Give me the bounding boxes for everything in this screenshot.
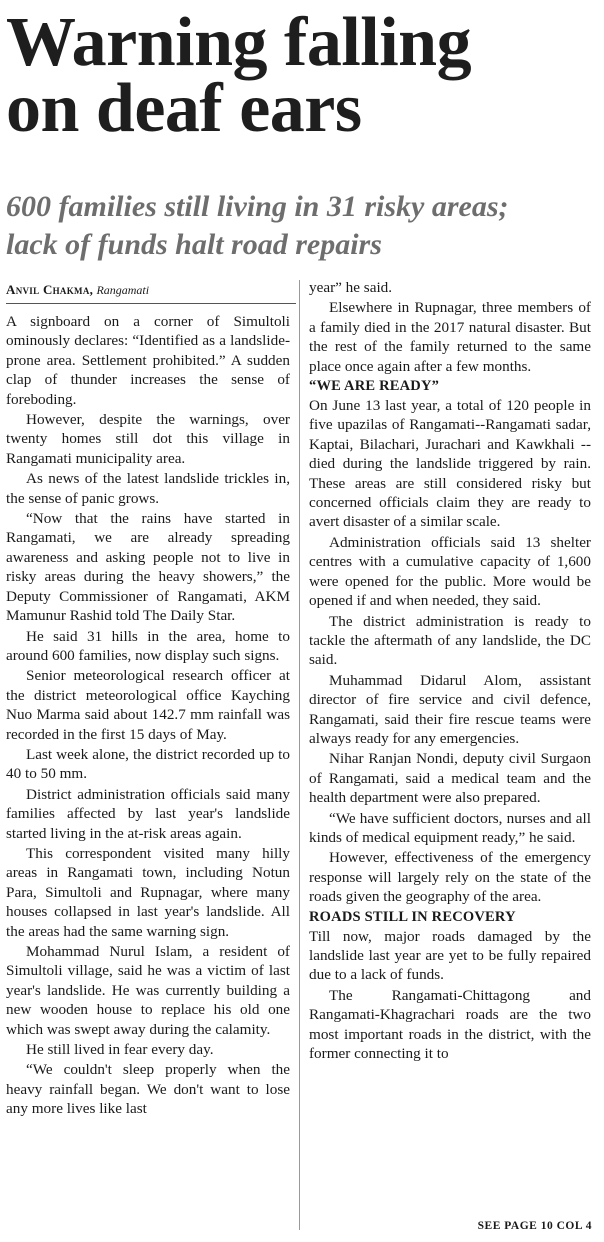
subheadline-line-1: 600 families still living in 31 risky areas; xyxy=(6,190,509,223)
paragraph: The district administration is ready to tackle the aftermath of any landslide, the DC said. xyxy=(309,612,591,669)
paragraph: Administration officials said 13 shelter centres with a cumulative capacity of 1,600 were opened for the public. More would be opened if and when needed, they said. xyxy=(309,533,591,610)
paragraph: On June 13 last year, a total of 120 people in five upazilas of Rangamati--Rangamati sadar, Kaptai, Bilachari, Jurachari and Kawkhali -- died during the landslide triggered by rain. These areas are still considered risky but concerned officials claim they are ready to avert disaster of a similar scale. xyxy=(309,397,591,531)
section-heading-we-are-ready: “WE ARE READY” xyxy=(309,378,440,395)
paragraph: year” he said. xyxy=(309,279,393,296)
article-column-right xyxy=(309,278,591,1218)
paragraph: Elsewhere in Rupnagar, three members of a family died in the 2017 natural disaster. But the rest of the family returned to the same place once again after a few months. xyxy=(309,299,591,375)
paragraph: Muhammad Didarul Alom, assistant director of fire service and civil defence, Rangamati, said their fire rescue teams were always ready for any emergencies. xyxy=(309,671,591,747)
subheadline xyxy=(6,188,598,264)
article-column-left xyxy=(6,312,290,1234)
section-heading-roads-still-in-recovery: ROADS STILL IN RECOVERY xyxy=(309,908,516,925)
subheadline-line-2: lack of funds halt road repairs xyxy=(6,228,382,261)
paragraph: “We have sufficient doctors, nurses and all kinds of medical equipment ready,” he said. xyxy=(309,809,591,846)
byline xyxy=(6,281,296,304)
paragraph: However, effectiveness of the emergency response will largely rely on the state of the roads given the geography of the area. xyxy=(309,849,591,906)
column-divider xyxy=(299,280,300,1230)
paragraph: Nihar Ranjan Nondi, deputy civil Surgaon of Rangamati, said a medical team and the health department were also prepared. xyxy=(309,750,591,807)
paragraph: The Rangamati-Chittagong and Rangamati-Khagrachari roads are the two most important roads in the district, with the former connecting it to xyxy=(309,986,591,1063)
paragraph: Mohammad Nurul Islam, a resident of Simultoli village, said he was a victim of last year's landslide. He was currently building a new wooden house to replace his old one which was swept away during the calamity. xyxy=(6,943,290,1038)
paragraph: This correspondent visited many hilly areas in Rangamati town, including Notun Para, Simultoli and Rupnagar, where many houses collapsed in last year's landslide. All the areas had the same warning sign. xyxy=(6,844,290,940)
paragraph: “Now that the rains have started in Rangamati, we are already spreading awareness and asking people not to live in risky areas during the heavy showers,” the Deputy Commissioner of Rangamati, AKM Mamunur Rashid told The Daily Star. xyxy=(6,510,290,625)
paragraph: However, despite the warnings, over twenty homes still dot this village in Rangamati municipality area. xyxy=(6,411,290,467)
paragraph: A signboard on a corner of Simultoli ominously declares: “Identified as a landslide-prone area. Settlement prohibited.” A sudden clap of thunder increases the sense of foreboding. xyxy=(6,313,290,408)
paragraph: He said 31 hills in the area, home to around 600 families, now display such signs. xyxy=(6,627,290,664)
byline-place: Rangamati xyxy=(96,283,150,297)
paragraph: He still lived in fear every day. xyxy=(26,1041,214,1059)
paragraph: Till now, major roads damaged by the landslide last year are yet to be fully repaired due to a lack of funds. xyxy=(309,927,591,984)
continuation-jump-line: SEE PAGE 10 COL 4 xyxy=(477,1220,592,1232)
headline-line-2: on deaf ears xyxy=(6,70,362,147)
paragraph: As news of the latest landslide trickles in, the sense of panic grows. xyxy=(6,470,290,507)
headline-line-1: Warning falling xyxy=(6,4,472,81)
paragraph: “We couldn't sleep properly when the heavy rainfall began. We don't want to lose any more lives like last xyxy=(6,1061,290,1118)
byline-author: Anvil Chakma, xyxy=(6,282,94,297)
paragraph: Senior meteorological research officer at the district meteorological office Kayching Nuo Marma said about 142.7 mm rainfall was recorded in the first 15 days of May. xyxy=(6,667,290,743)
paragraph: Last week alone, the district recorded up to 40 to 50 mm. xyxy=(6,745,290,783)
paragraph: District administration officials said many families affected by last year's landslide started living in the at-risk areas again. xyxy=(6,785,290,842)
headline xyxy=(6,4,598,147)
